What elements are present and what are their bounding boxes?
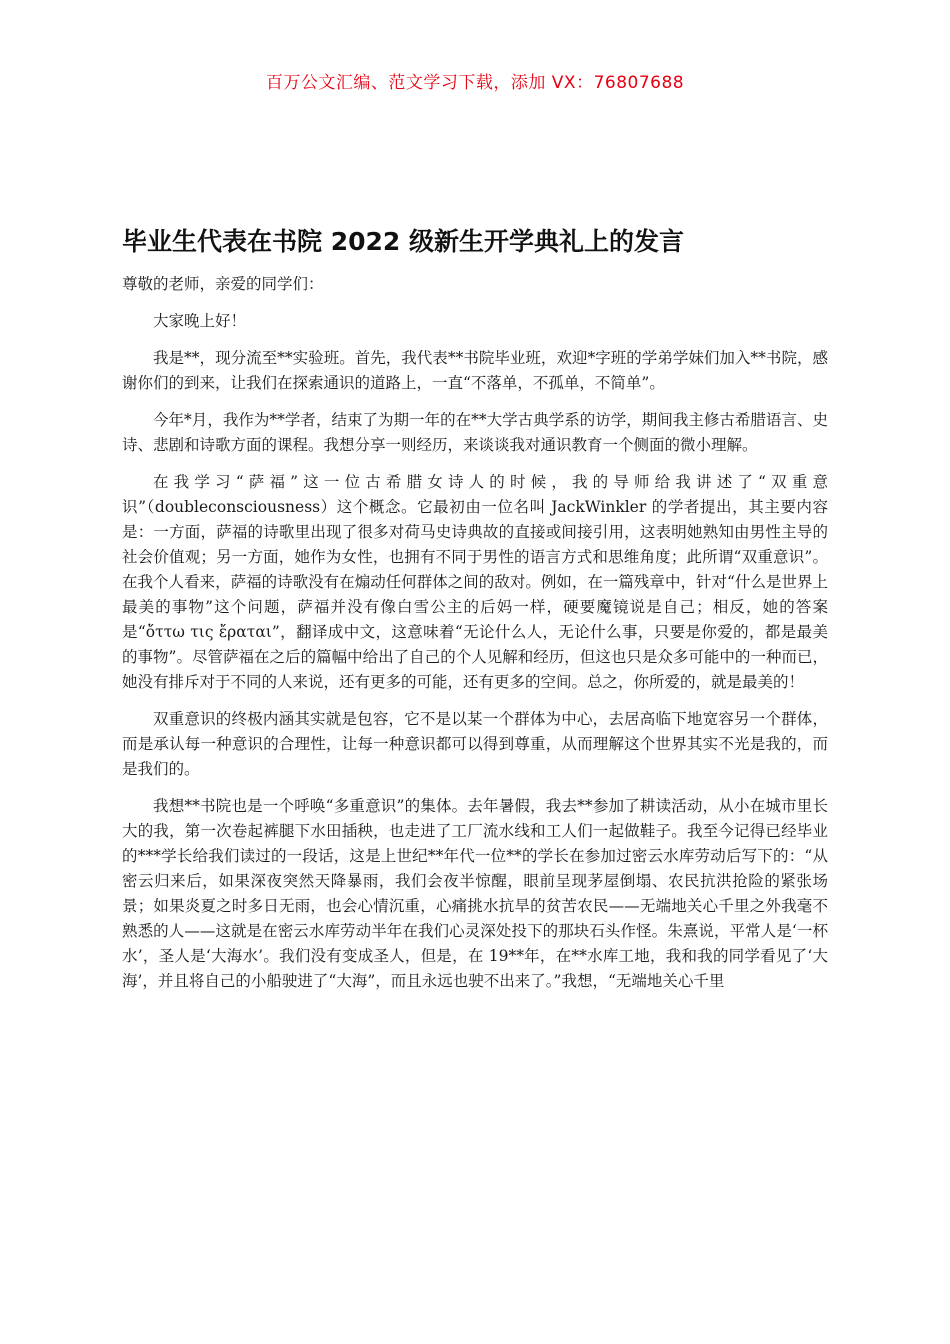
paragraph-sappho: 在我学习“萨福”这一位古希腊女诗人的时候，我的导师给我讲述了“双重意识”（doubleconsciousness）这个概念。它最初由一位名叫 JackWinkler 的学者提出，其主要内容是：一方面，萨福的诗歌里出现了很多对荷马史诗典故的直接或间接引用，这表明她熟知由男性主导的社会价值观；另一方面，她作为女性，也拥有不同于男性的语言方式和思维角度；此所谓“双重意识”。在我个人看来，萨福的诗歌没有在煽动任何群体之间的敌对。例如，在一篇残章中，针对“什么是世界上最美的事物”这个问题，萨福并没有像白雪公主的后妈一样，硬要魔镜说是自己；相反，她的答案是“ὄττω τις ἔραται”，翻译成中文，这意味着“无论什么人，无论什么事，只要是你爱的，都是最美的事物”。尽管萨福在之后的篇幅中给出了自己的个人见解和经历，但这也只是众多可能中的一种而已，她没有排斥对于不同的人来说，还有更多的可能，还有更多的空间。总之，你所爱的，就是最美的！ <box>122 473 828 691</box>
document-body <box>122 272 828 1006</box>
paragraph-exchange-study: 今年*月，我作为**学者，结束了为期一年的在**大学古典学系的访学，期间我主修古希腊语言、史诗、悲剧和诗歌方面的课程。我想分享一则经历，来谈谈我对通识教育一个侧面的微小理解。 <box>122 411 828 454</box>
salutation: 尊敬的老师，亲爱的同学们： <box>122 275 324 293</box>
page-title: 毕业生代表在书院 2022 级新生开学典礼上的发言 <box>122 227 684 256</box>
paragraph-college-experience: 我想**书院也是一个呼唤“多重意识”的集体。去年暑假，我去**参加了耕读活动，从小在城市里长大的我，第一次卷起裤腿下水田插秧，也走进了工厂流水线和工人们一起做鞋子。我至今记得已经毕业的***学长给我们读过的一段话，这是上世纪**年代一位**的学长在参加过密云水库劳动后写下的：“从密云归来后，如果深夜突然天降暴雨，我们会夜半惊醒，眼前呈现茅屋倒塌、农民抗洪抢险的紧张场景；如果炎夏之时多日无雨，也会心情沉重，心痛挑水抗旱的贫苦农民——无端地关心千里之外我毫不熟悉的人——这就是在密云水库劳动半年在我们心灵深处投下的那块石头作怪。朱熹说，平常人是‘一杯水’，圣人是‘大海水’。我们没有变成圣人，但是，在 19**年，在**水库工地，我和我的同学看见了‘大海’，并且将自己的小船驶进了“大海”，而且永远也驶不出来了。”我想，“无端地关心千里 <box>122 797 828 990</box>
header-banner: 百万公文汇编、范文学习下载，添加 VX：76807688 <box>265 73 685 93</box>
paragraph-double-consciousness: 双重意识的终极内涵其实就是包容，它不是以某一个群体为中心，去居高临下地宽容另一个群体，而是承认每一种意识的合理性，让每一种意识都可以得到尊重，从而理解这个世界其实不光是我的，而是我们的。 <box>122 710 828 778</box>
paragraph-introduction: 我是**，现分流至**实验班。首先，我代表**书院毕业班，欢迎*字班的学弟学妹们加入**书院，感谢你们的到来，让我们在探索通识的道路上，一直“不落单，不孤单，不简单”。 <box>122 349 828 392</box>
paragraph-greeting: 大家晚上好！ <box>153 312 247 330</box>
